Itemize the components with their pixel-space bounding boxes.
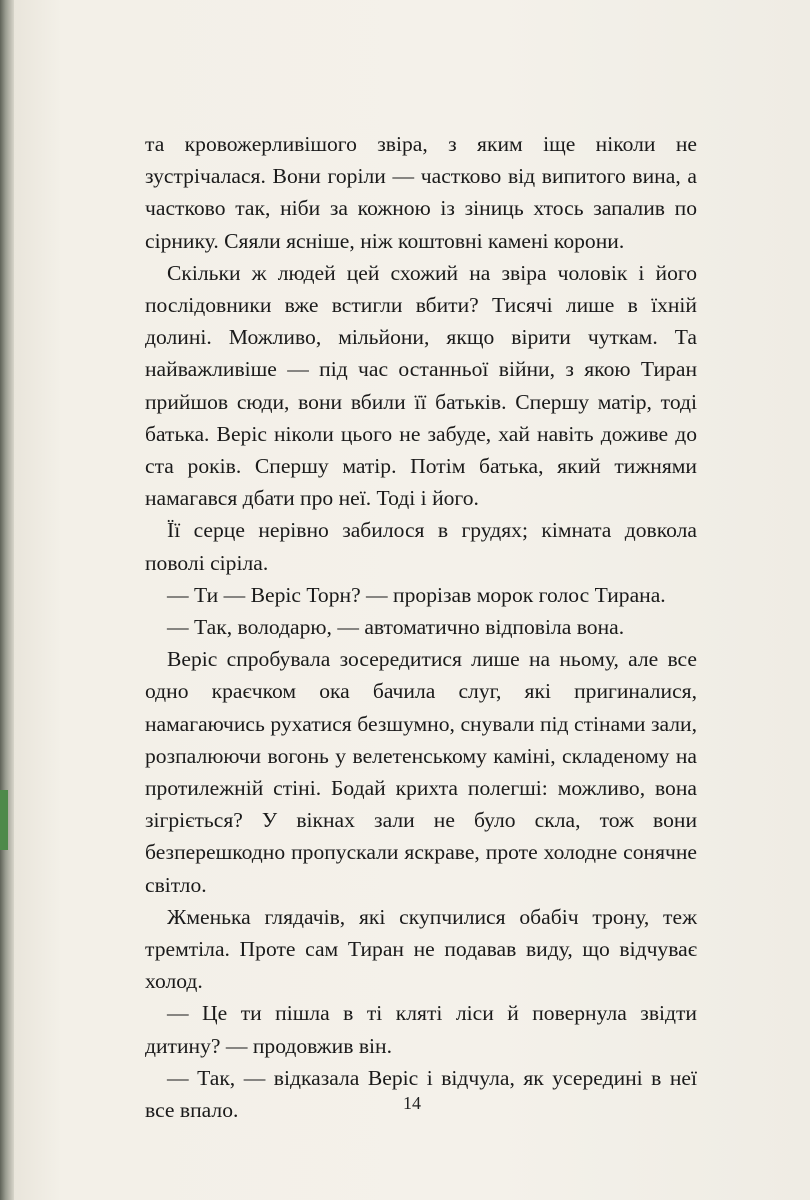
dialogue-line: — Так, володарю, — автоматично відповіла вона.: [167, 615, 625, 640]
book-spine-edge: [0, 0, 14, 1200]
dialogue-line: — Це ти пішла в ті кляті ліси й повернула звідти дитину? — продовжив він.: [145, 1001, 697, 1058]
paragraph: Жменька глядачів, які скупчилися обабіч трону, теж тремтіла. Проте сам Тиран не подавав виду, що відчуває холод.: [145, 904, 697, 994]
paragraph: Скільки ж людей цей схожий на звіра чоловік і його послідовники вже встигли вбити? Тисячі лише в їхній долині. Можливо, мільйони, якщо вірити чуткам. Та найважливіше — під час останньої війни, з якою Тиран прийшов сюди, вони вбили її батьків. Спершу матір, тоді батька. Веріс ніколи цього не забуде, хай навіть доживе до ста років. Спершу матір. Потім батька, який тижнями намагався дбати про неї. Тоді і його.: [145, 260, 697, 511]
dialogue-line: — Так, — відказала Веріс і відчула, як усередині в неї все впало.: [145, 1065, 697, 1123]
page-number: 14: [403, 1093, 421, 1113]
book-page: [14, 0, 810, 1200]
background-object: [0, 790, 8, 850]
paragraph: Веріс спробувала зосередитися лише на ньому, але все одно краєчком ока бачила слуг, які пригиналися, намагаючись рухатися безшумно, снували під стінами зали, розпалюючи вогонь у велетенському каміні, складеному на протилежній стіні. Бодай крихта полегші: можливо, вона зігріється? У вікнах зали не було скла, тож вони безперешкодно пропускали яскраве, проте холодне сонячне світло.: [145, 647, 697, 897]
dialogue-line: — Ти — Веріс Торн? — прорізав морок голос Тирана.: [167, 582, 666, 607]
paragraph: Її серце нерівно забилося в грудях; кімната довкола поволі сіріла.: [145, 518, 697, 575]
paragraph: та кровожерливішого звіра, з яким іще ніколи не зустрічалася. Вони горіли — частково від випитого вина, а частково так, ніби за кожною із зіниць хтось запалив по сірнику. Сяяли ясніше, ніж коштовні камені корони.: [145, 132, 697, 253]
body-text: [145, 128, 697, 1126]
